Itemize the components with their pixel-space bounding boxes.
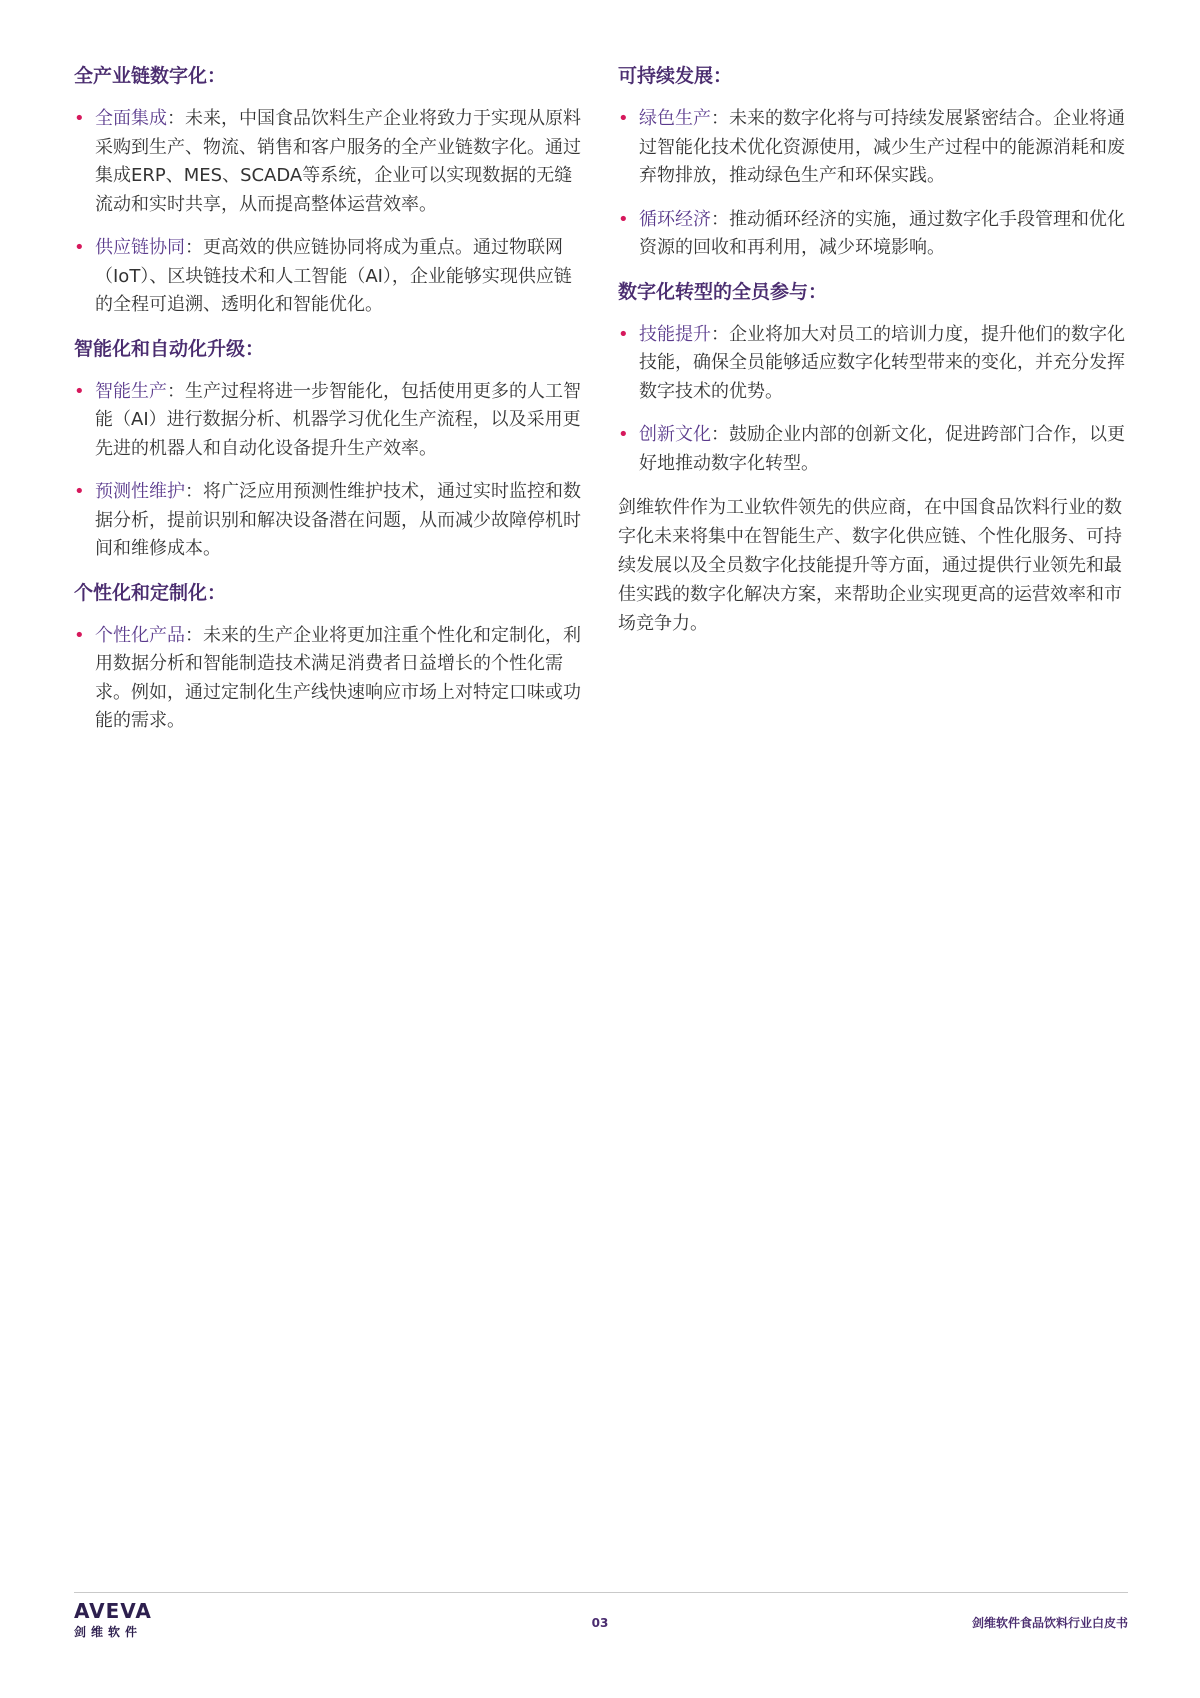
page-number: 03 xyxy=(591,1616,609,1630)
list-item xyxy=(74,105,584,219)
bullet-text: ：未来的数字化将与可持续发展紧密结合。企业将通过智能化技术优化资源使用，减少生产过程中的能源消耗和废弃物排放，推动绿色生产和环保实践。 xyxy=(639,108,1125,186)
bullet-dot-icon: • xyxy=(74,624,85,646)
bullet-text: ：将广泛应用预测性维护技术，通过实时监控和数据分析，提前识别和解决设备潜在问题，从而减少故障停机时间和维修成本。 xyxy=(95,481,581,559)
left-column xyxy=(74,62,584,751)
bullet-text: ：未来的生产企业将更加注重个性化和定制化，利用数据分析和智能制造技术满足消费者日益增长的个性化需求。例如，通过定制化生产线快速响应市场上对特定口味或功能的需求。 xyxy=(95,624,581,731)
section-intelligent-automation xyxy=(74,335,584,564)
section-heading: 数字化转型的全员参与： xyxy=(618,280,828,303)
bullet-text: ：企业将加大对员工的培训力度，提升他们的数字化技能，确保全员能够适应数字化转型带来的变化，并充分发挥数字技术的优势。 xyxy=(639,323,1125,402)
bullet-term: 智能生产 xyxy=(95,380,167,402)
bullet-text: ：鼓励企业内部的创新文化，促进跨部门合作，以更好地推动数字化转型。 xyxy=(639,424,1125,474)
bullet-term: 循环经济 xyxy=(639,208,711,230)
bullet-text: ：未来，中国食品饮料生产企业将致力于实现从原料采购到生产、物流、销售和客户服务的全产业链数字化。通过集成ERP、MES、SCADA等系统，企业可以实现数据的无缝流动和实时共享，从而提高整体运营效率。 xyxy=(95,108,581,215)
bullet-term: 全面集成 xyxy=(95,108,167,129)
bullet-term: 技能提升 xyxy=(639,323,711,345)
bullet-term: 供应链协同 xyxy=(95,237,185,258)
bullet-text: ：推动循环经济的实施，通过数字化手段管理和优化资源的回收和再利用，减少环境影响。 xyxy=(639,208,1125,258)
section-full-chain xyxy=(74,62,584,320)
bullet-dot-icon: • xyxy=(618,108,629,129)
list-item xyxy=(74,622,584,736)
list-item xyxy=(618,421,1138,478)
bullet-dot-icon: • xyxy=(74,380,85,402)
section-sustainability xyxy=(618,62,1138,263)
logo-wordmark: AVEVA xyxy=(74,1599,152,1623)
bullet-dot-icon: • xyxy=(74,237,85,258)
section-heading: 可持续发展： xyxy=(618,65,733,87)
bullet-dot-icon: • xyxy=(618,323,629,345)
list-item xyxy=(74,234,584,320)
list-item xyxy=(618,321,1138,407)
bullet-term: 创新文化 xyxy=(639,424,711,445)
bullet-dot-icon: • xyxy=(74,481,85,502)
list-item xyxy=(618,105,1138,191)
section-heading: 智能化和自动化升级： xyxy=(74,337,265,360)
footer-divider xyxy=(74,1592,1128,1593)
bullet-text: ：更高效的供应链协同将成为重点。通过物联网（IoT）、区块链技术和人工智能（AI），企业能够实现供应链的全程可追溯、透明化和智能优化。 xyxy=(95,237,572,315)
bullet-term: 预测性维护 xyxy=(95,481,185,502)
list-item xyxy=(74,378,584,464)
section-heading: 个性化和定制化： xyxy=(74,581,227,604)
right-column xyxy=(618,62,1138,638)
bullet-text: ：生产过程将进一步智能化，包括使用更多的人工智能（AI）进行数据分析、机器学习优化生产流程，以及采用更先进的机器人和自动化设备提升生产效率。 xyxy=(95,380,581,459)
document-title: 剑维软件食品饮料行业白皮书 xyxy=(971,1616,1128,1630)
bullet-term: 个性化产品 xyxy=(95,624,185,646)
section-heading: 全产业链数字化： xyxy=(74,65,227,87)
list-item xyxy=(618,206,1138,263)
aveva-logo xyxy=(74,1600,152,1640)
bullet-dot-icon: • xyxy=(618,208,629,230)
list-item xyxy=(74,478,584,564)
bullet-dot-icon: • xyxy=(74,108,85,129)
closing-paragraph: 剑维软件作为工业软件领先的供应商，在中国食品饮料行业的数字化未来将集中在智能生产、数字化供应链、个性化服务、可持续发展以及全员数字化技能提升等方面，通过提供行业领先和最佳实践的数字化解决方案，来帮助企业实现更高的运营效率和市场竞争力。 xyxy=(618,497,1122,634)
logo-chinese-name: 剑维软件 xyxy=(74,1625,143,1639)
bullet-dot-icon: • xyxy=(618,424,629,445)
section-personalization xyxy=(74,579,584,736)
bullet-term: 绿色生产 xyxy=(639,108,711,129)
section-all-staff xyxy=(618,278,1138,479)
